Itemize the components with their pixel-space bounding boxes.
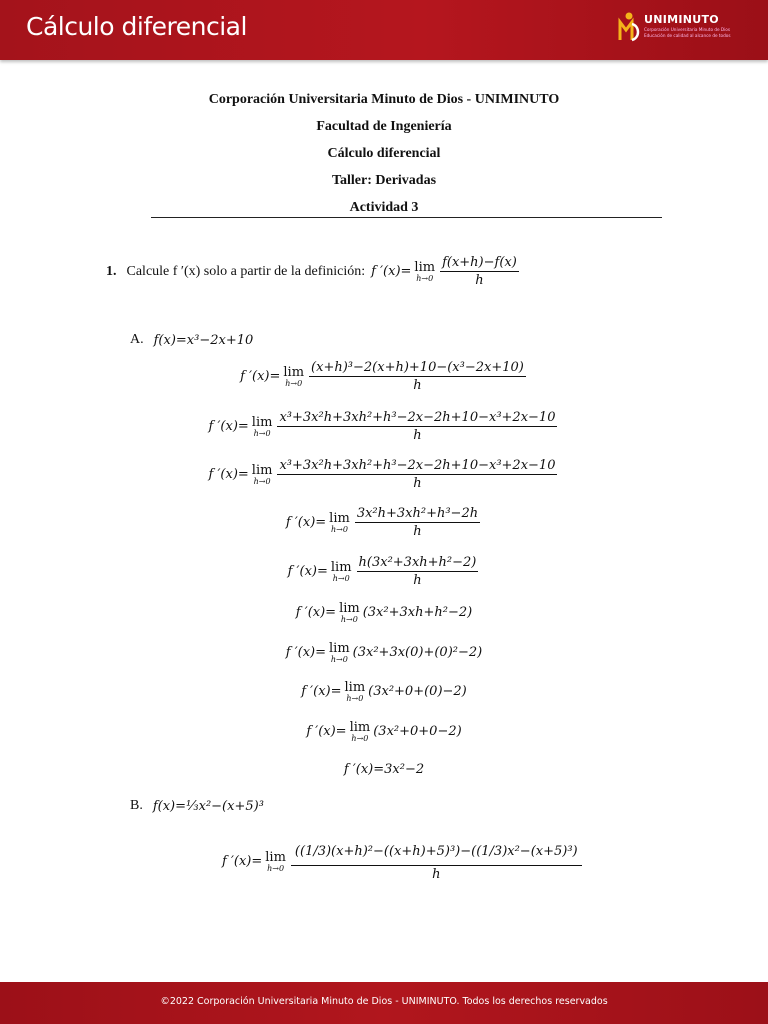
- copyright-text: ©2022 Corporación Universitaria Minuto de Dios - UNIMINUTO. Todos los derechos reservados: [160, 996, 608, 1007]
- question-1: 1. Calcule f ′(x) solo a partir de la definición: f ′(x)= lim h→0 $\frac{f(x+h)-f(x)}{h}$: [106, 255, 517, 288]
- step-fraction: $\frac{\text{(x+h)³−2(x+h)+10−(x³−2x+10)}}{h}$: [311, 360, 524, 393]
- part-b-derivative: f ′(x)= lim h→0 $\frac{\text{((1/3)(x+h)²−((x+h)+5)³)−((1/3)x²−(x+5)³)}}{h}$: [222, 840, 584, 882]
- document-title: Cálculo diferencial: [26, 12, 247, 41]
- workshop-title: Taller: Derivadas: [331, 173, 437, 188]
- definition-fraction: $\frac{f(x+h)-f(x)}{h}$: [442, 255, 517, 288]
- part-b-fraction: $\frac{\text{((1/3)(x+h)²−((x+h)+5)³)−((1/3)x²−(x+5)³)}}{h}$: [291, 840, 582, 882]
- faculty-title: Facultad de Ingeniería: [316, 119, 452, 134]
- part-a-step: f ′(x)= lim h→0 (3x²+0+(0)−2): [301, 680, 467, 703]
- step-fraction: $\frac{\text{3x²h+3xh²+h³−2h}}{h}$: [356, 506, 479, 539]
- part-a-step: f ′(x)= lim h→0 (3x²+0+0−2): [306, 720, 462, 743]
- part-a-step: f ′(x)= lim h→0 $\frac{\text{3x²h+3xh²+h³−2h}}{h}$: [285, 506, 479, 539]
- footer-banner: [0, 982, 768, 1024]
- md-logo-icon: [618, 12, 640, 42]
- step-expression: (3x²+3xh+h²−2): [362, 605, 473, 620]
- header-banner: [0, 0, 768, 60]
- logo-name: UNIMINUTO: [644, 13, 719, 26]
- step-expression: (3x²+3x(0)+(0)²−2): [352, 645, 483, 660]
- step-fraction: $\frac{\text{x³+3x²h+3xh²+h³−2x−2h+10−x³+2x−10}}{h}$: [279, 410, 556, 443]
- part-a-result: f ′(x)=3x²−2: [343, 762, 425, 777]
- step-expression: (3x²+0+0−2): [373, 724, 462, 739]
- part-a-step: f ′(x)= lim h→0 (3x²+3xh+h²−2): [295, 601, 473, 624]
- part-a-step: f ′(x)= lim h→0 (3x²+3x(0)+(0)²−2): [285, 641, 483, 664]
- step-fraction: $\frac{\text{x³+3x²h+3xh²+h³−2x−2h+10−x³+2x−10}}{h}$: [279, 458, 556, 491]
- uniminuto-logo: [618, 10, 746, 50]
- activity-title: Actividad 3: [349, 200, 419, 215]
- part-a-step: f ′(x)= lim h→0 $\frac{\text{(x+h)³−2(x+h)+10−(x³−2x+10)}}{h}$: [240, 360, 524, 393]
- part-b-function: f(x)=⅓x²−(x+5)³: [152, 798, 264, 814]
- part-a-step: f ′(x)= lim h→0 $\frac{\text{h(3x²+3xh+h²−2)}}{h}$: [287, 555, 477, 588]
- title-divider: [151, 217, 662, 218]
- part-a-function: f(x)=x³−2x+10: [153, 332, 254, 348]
- step-fraction: $\frac{\text{h(3x²+3xh+h²−2)}}{h}$: [358, 555, 477, 588]
- part-a-step: f ′(x)= lim h→0 $\frac{\text{x³+3x²h+3xh²+h³−2x−2h+10−x³+2x−10}}{h}$: [208, 410, 556, 443]
- step-expression: (3x²+0+(0)−2): [368, 684, 467, 699]
- course-title: Cálculo diferencial: [327, 146, 441, 161]
- part-a-header: A. f(x)=x³−2x+10: [130, 332, 254, 348]
- part-b-header: B. f(x)=⅓x²−(x+5)³: [130, 798, 264, 814]
- question-text: Calcule f ′(x) solo a partir de la definición:: [126, 263, 366, 279]
- institution-title: Corporación Universitaria Minuto de Dios - UNIMINUTO: [208, 92, 560, 107]
- logo-subtitle: Corporación Universitaria Minuto de Dios Educación de calidad al alcance de todos: [644, 27, 731, 38]
- part-a-step: f ′(x)= lim h→0 $\frac{\text{x³+3x²h+3xh²+h³−2x−2h+10−x³+2x−10}}{h}$: [208, 458, 556, 491]
